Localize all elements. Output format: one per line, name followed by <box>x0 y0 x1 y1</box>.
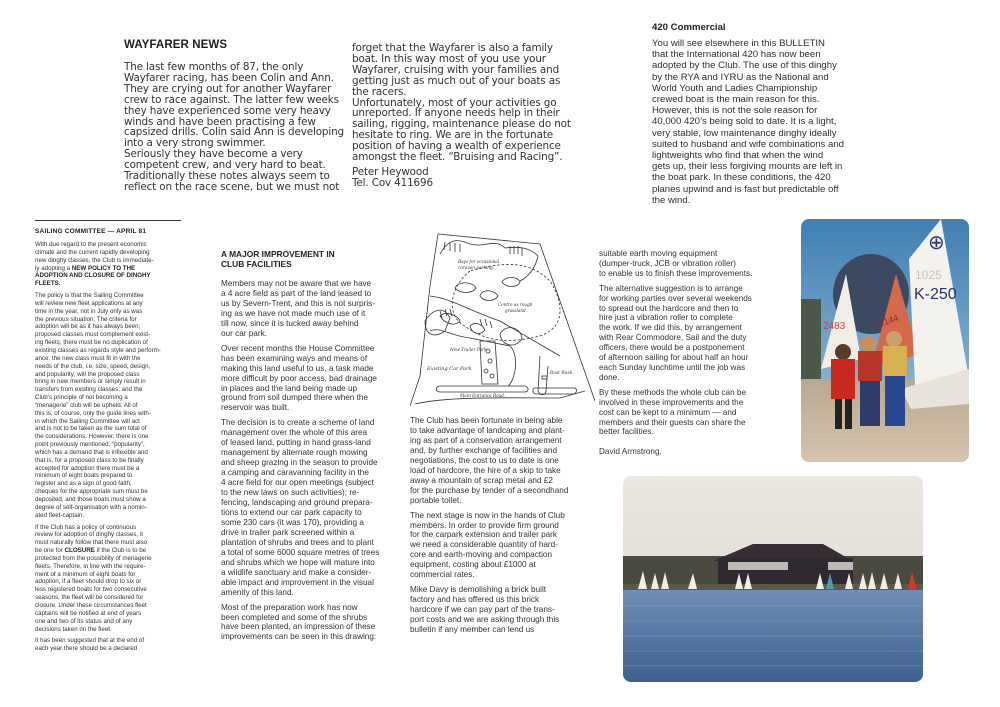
text-line: captains will be notified at end of years <box>35 609 142 617</box>
text-line: position of having a wealth of experience <box>352 140 561 153</box>
text-line: bulletin if any member can lend us <box>410 625 535 635</box>
text-line: amongst the fleet. “Bruising and Racing”. <box>352 151 563 164</box>
photo-children-image <box>801 219 969 462</box>
text-line: review for adoption of dinghy classes, it <box>35 531 143 539</box>
text-line: a total of some 6000 square metres of trees <box>221 547 380 557</box>
paragraph <box>35 292 187 519</box>
text-line: adoption, if a fleet should drop to six or <box>35 578 142 586</box>
text-line: hesitate to ring. We are in the fortunate <box>352 129 553 142</box>
text-line: cheques for the appropriate sum must be <box>35 488 148 496</box>
text-line: competent crew, and very hard to beat. <box>124 159 326 172</box>
site-plan-sketch <box>410 226 595 406</box>
text-line: that is, for a proposed class to be finally <box>35 456 144 464</box>
text-line: drive in trailer park screened within a <box>221 527 355 537</box>
photo-children-with-dinghies <box>801 219 969 462</box>
text-line: cost can be kept to a minimum — and <box>599 407 737 417</box>
text-line: They are crying out for another Wayfarer <box>124 82 332 95</box>
text-line: involved in these improvements and the <box>599 397 744 407</box>
text-line: the considerations. However, there is one <box>35 433 149 441</box>
text-line: ated fleet-captain. <box>35 511 85 519</box>
text-line: Over recent months the House Committee <box>221 343 375 353</box>
text-line: The decision is to create a scheme of land <box>221 418 375 428</box>
text-line: been completed and some of the shrubs <box>221 612 368 622</box>
wayfarer-news-column-1 <box>124 62 354 193</box>
drawing-label-boat-wash: Boat Wash. <box>550 370 574 375</box>
club-facilities-right-column <box>599 249 799 457</box>
text-line: in places and the land being made up <box>221 383 358 393</box>
text-line: accepted for adoption there must be a <box>35 464 140 472</box>
text-line: and is not to be taken as the sum total of <box>35 425 147 433</box>
club-facilities-title <box>221 249 335 269</box>
signature-name: Peter Heywood <box>352 165 429 178</box>
policy-heading: NEW POLICY TO THE <box>71 264 136 272</box>
paragraph <box>35 241 187 288</box>
text-line: ment of a minimum of eight boats for <box>35 570 136 578</box>
text-line: if the Club is to be <box>94 547 147 555</box>
paragraph <box>221 344 409 414</box>
text-line: this is, of course, only the guide lines with- <box>35 409 151 417</box>
text-line: they have experienced some very heavy <box>124 104 331 117</box>
policy-heading: ADOPTION AND CLOSURE OF DINGHY <box>35 272 151 280</box>
text-line: World Youth and Ladies Championship <box>652 82 818 94</box>
text-line: Seriously they have become a very <box>124 148 303 161</box>
site-plan-drawing <box>410 226 595 406</box>
text-line: has been examining ways and means of <box>221 353 368 363</box>
text-line: winds and have been practising a few <box>124 115 316 128</box>
photo-clubhouse-reservoir <box>623 476 923 682</box>
text-line: the boat park. In these conditions, the 420 <box>652 172 831 184</box>
text-line: for the carpark extension and trailer park <box>410 530 557 540</box>
text-line: a camping and caravanning facility in the <box>221 468 369 478</box>
sailing-committee-body <box>35 241 187 653</box>
text-line: better facilities. <box>599 427 654 437</box>
text-line: bring in new members or simply result in <box>35 378 146 386</box>
text-line: ing as we have not made much use of it <box>221 308 366 318</box>
text-line: fencing, landscaping and ground prepara- <box>221 498 373 508</box>
text-line: decisions taken on the fleet. <box>35 625 112 633</box>
text-line: tions to extend our car park capacity to <box>221 507 362 517</box>
text-line: by the RYA and IYRU as the National and <box>652 71 829 83</box>
paragraph <box>221 603 409 643</box>
text-line: If the Club has a policy of continuous <box>35 523 137 531</box>
text-line: less registered boats for two consecutive <box>35 586 147 594</box>
text-line: deposited, and those boats must show a <box>35 496 146 503</box>
text-line: to spread out the hardcore and then to <box>599 303 739 313</box>
text-line: some 230 cars (it was 170), providing a <box>221 517 364 527</box>
text-line: load of hardcore, the hire of a skip to take <box>410 465 561 475</box>
text-line: closure. Under these circumstances fleet <box>35 601 147 609</box>
text-line: the racers. <box>352 85 407 98</box>
text-line: adoption will be as it has always been; <box>35 323 141 331</box>
author-signature: David Armstrong. <box>599 447 662 457</box>
text-line: minimum of eight boats prepared to <box>35 472 133 480</box>
text-line: which has a demand that is inflexible and <box>35 448 148 456</box>
text-line: reservoir was built. <box>221 403 290 413</box>
commercial-420-title: 420 Commercial <box>652 22 726 33</box>
text-line: and popularity; will the proposed class <box>35 370 140 378</box>
text-line: However, this is not the sole reason for <box>652 105 818 117</box>
text-line: each year there should be a declared <box>35 645 138 653</box>
text-line: commercial rates. <box>410 570 475 580</box>
signature-tel: Tel. Cov 411696 <box>352 176 433 189</box>
paragraph <box>599 388 799 438</box>
text-line: hire just a vibration roller to complete <box>599 313 733 323</box>
text-line: The next stage is now in the hands of Club <box>410 510 565 520</box>
text-line: core and earth-moving and compaction <box>410 550 552 560</box>
text-line: our car park. <box>221 328 267 338</box>
text-line: be one for <box>35 547 65 555</box>
text-line: to take advantage of landcaping and plant- <box>410 425 565 435</box>
text-line: equipment, costing about £1000 at <box>410 560 536 570</box>
drawing-label-trailer-park: New Trailer Park. <box>450 347 488 352</box>
text-line: and sheep grazing in the season to provide <box>221 458 378 468</box>
drawing-label-road: Main Entrance Road. <box>460 393 506 398</box>
drawing-label-centre: Centre as rough <box>498 302 533 307</box>
text-line: suited to husband and wife combinations and <box>652 138 845 150</box>
text-line: the previous situation; The criteria for <box>35 315 137 323</box>
text-line: fleets. Therefore, in line with the require- <box>35 562 146 570</box>
text-line: negotiations, the cost to us to date is one <box>410 455 559 465</box>
text-line: management over the whole of this area <box>221 428 368 438</box>
title-line: CLUB FACILITIES <box>221 259 292 270</box>
text-line: that the International 420 has now been <box>652 49 821 61</box>
text-line: suitable earth moving equipment <box>599 249 718 258</box>
text-line: will review new fleet applications at any <box>35 299 143 307</box>
text-line: one and two of its status and of any <box>35 617 133 625</box>
text-line: 40,000 420’s being sold to date. It is a light, <box>652 116 837 128</box>
text-line: ance; the new class must fit in with the <box>35 354 141 362</box>
text-line: Mike Davy is demolishing a brick built <box>410 585 547 595</box>
text-line: adopted by the Club. The use of this dinghy <box>652 60 837 72</box>
text-line: capsized drills. Colin said Ann is developing <box>124 126 344 139</box>
paragraph <box>221 279 409 339</box>
text-line: unreported. If anyone needs help in their <box>352 107 560 120</box>
text-line: we need a considerable quantity of hard- <box>410 540 558 550</box>
text-line: portable toilet. <box>410 495 462 505</box>
commercial-420-body <box>652 38 897 206</box>
sail-number-label: K-250 <box>914 286 957 303</box>
text-line: gets up, their less forgiving mounts are left in <box>652 161 843 173</box>
section-divider <box>35 220 181 221</box>
text-line: new dinghy classes, the Club is immediate- <box>35 256 154 264</box>
text-line: register and as a sign of good faith, <box>35 480 132 488</box>
text-line: Members may not be aware that we have <box>221 279 372 288</box>
text-line: “menagerie” club will be upheld. All of <box>35 401 138 409</box>
text-line: point previously mentioned, “popularity”, <box>35 441 145 449</box>
text-line: into a very strong swimmer. <box>124 137 266 150</box>
text-line: port costs and we are asking through this <box>410 615 560 625</box>
text-line: and, by further exchange of facilities and <box>410 445 558 455</box>
text-line: members. In order to provide firm ground <box>410 520 559 530</box>
text-line: The last few months of 87, the only <box>124 61 304 73</box>
text-line: reflect on the race scene, but we must not <box>124 180 340 193</box>
text-line: crewed boat is the main reason for this. <box>652 94 820 106</box>
text-line: plantation of shrubs and trees and to plant <box>221 537 374 547</box>
sailing-committee-title: SAILING COMMITTEE — APRIL 81 <box>35 228 147 235</box>
text-line: Unfortunately, most of your activities go <box>352 96 557 109</box>
text-line: improvements can be seen in this drawing: <box>221 632 377 642</box>
paragraph <box>35 524 187 634</box>
text-line: a 4 acre field as part of the land leased to <box>221 288 372 298</box>
policy-heading: FLEETS. <box>35 280 61 288</box>
text-line: With due regard to the present economic <box>35 241 147 248</box>
photo-clubhouse-image <box>623 476 923 682</box>
text-line: management by alternate rough mowing <box>221 448 368 458</box>
text-line: very stable, low maintenance dinghy ideally <box>652 127 837 139</box>
text-line: in which the Sailing Committee will act <box>35 417 140 425</box>
text-line: factory and has offered us this brick <box>410 595 540 605</box>
text-line: boat. In this way most of you use your <box>352 52 546 65</box>
closure-keyword: CLOSURE <box>64 547 95 555</box>
text-line: and shrubs which we hope will mature into <box>221 557 375 567</box>
text-line: done. <box>599 372 620 382</box>
text-line: needs of the club, i.e. size, speed, design, <box>35 362 151 370</box>
text-line: lightweights who find that when the wind <box>652 150 824 162</box>
class-insignia-icon: ⊕ <box>928 232 945 254</box>
text-line: a wildlife sanctuary and make a consider- <box>221 567 372 577</box>
text-line: Traditionally these notes always seem to <box>124 170 330 183</box>
text-line: ing fleets; there must be no duplication of <box>35 339 148 347</box>
text-line: the wind. <box>652 194 691 206</box>
drawing-label-bays: caravan parking. <box>458 265 494 270</box>
text-line: It has been suggested that at the end of <box>35 637 145 645</box>
text-line: hardcore if we can pay part of the trans- <box>410 605 555 615</box>
text-line: seasons, the fleet will be considered for <box>35 594 144 602</box>
text-line: for working parties over several weekends <box>599 293 752 303</box>
text-line: able impact and improvement in the visual <box>221 577 374 587</box>
text-line: The policy is that the Sailing Committee <box>35 292 144 300</box>
text-line: members and their guests can share the <box>599 417 746 427</box>
text-line: planes upwind and is fast but predictable off <box>652 183 839 195</box>
text-line: with Rear Commodore, Sail and the duty <box>599 333 747 343</box>
drawing-label-centre: grassland. <box>505 308 528 313</box>
text-line: By these methods the whole club can be <box>599 387 747 397</box>
paragraph <box>599 284 799 383</box>
sail-number-label: 2483 <box>823 321 846 332</box>
text-line: Wayfarer racing, has been Colin and Ann. <box>124 71 334 84</box>
text-line: must naturally follow that there must also <box>35 539 148 547</box>
club-facilities-body <box>221 279 409 642</box>
text-line: crew to race against. The latter few weeks <box>124 93 339 106</box>
text-line: Wayfarer, cruising with your families and <box>352 63 560 76</box>
text-line: have been planted, an impression of these <box>221 622 376 632</box>
text-line: the work. If we did this, by arrangement <box>599 323 742 333</box>
drawing-label-car-park: Existing Car Park <box>427 366 472 372</box>
sail-number-label: 1025 <box>915 268 942 282</box>
text-line: of afternoon sailing for about half an hour <box>599 353 749 363</box>
text-line: till now, since it is tucked away behind <box>221 318 359 328</box>
text-line: (dumper-truck, JCB or vibration roller) <box>599 258 736 268</box>
text-line: for the purchase by tender of a secondhand <box>410 485 569 495</box>
club-facilities-continued <box>410 416 602 635</box>
paragraph <box>410 511 602 581</box>
paragraph <box>410 585 602 635</box>
text-line: amenity of this land. <box>221 587 294 597</box>
text-line: to the new laws on such activities); re- <box>221 488 360 498</box>
paragraph <box>599 249 799 279</box>
text-line: sailing, rigging, maintenance please do not <box>352 118 571 131</box>
text-line: each Sunday lunchtime until the job was <box>599 362 746 372</box>
wayfarer-news-title: WAYFARER NEWS <box>124 39 228 51</box>
text-line: 4 acre field for our open meetings (subject <box>221 478 374 488</box>
text-line: The alternative suggestion is to arrange <box>599 283 743 293</box>
text-line: proposed classes must complement exist- <box>35 331 151 339</box>
text-line: existing classes as regards style and perform- <box>35 346 161 354</box>
text-line: more difficult by poor access, bad drainage <box>221 373 377 383</box>
text-line: degree of self-organisation with a nomin- <box>35 503 147 511</box>
text-line: officers, there would be a postponement <box>599 343 745 353</box>
paragraph <box>410 416 602 506</box>
text-line: away a mountain of scrap metal and £2 <box>410 475 553 485</box>
text-line: getting just as much out of your boats as <box>352 74 561 87</box>
title-line: A MAJOR IMPROVEMENT IN <box>221 249 335 259</box>
text-line: The Club has been fortunate in being able <box>410 416 563 425</box>
text-line: us by Severn-Trent, and this is not surpris- <box>221 298 375 308</box>
text-line: climate and the current rapidly developing <box>35 248 150 256</box>
text-line: ly adopting a <box>35 264 72 272</box>
text-line: Club’s principle of not becoming a <box>35 394 128 402</box>
text-line: transfers from existing classes; and the <box>35 386 143 394</box>
sail-number-label: K144 <box>876 312 900 329</box>
text-line: ground from soil dumped there when the <box>221 393 369 403</box>
text-line: making this land useful to us, a task made <box>221 363 374 373</box>
text-line: to enable us to finish these improvements. <box>599 268 753 278</box>
paragraph <box>35 637 187 653</box>
text-line: protected from the possibility of menagerie <box>35 554 152 562</box>
text-line: of leased land, putting in hand grass-land <box>221 438 371 448</box>
wayfarer-news-column-2 <box>352 43 592 189</box>
drawing-label-bays: Bays for occasional <box>458 259 500 264</box>
paragraph <box>221 418 409 597</box>
text-line: forget that the Wayfarer is also a family <box>352 42 553 54</box>
text-line: You will see elsewhere in this BULLETIN <box>652 38 825 49</box>
text-line: ing as part of a conservation arrangement <box>410 435 562 445</box>
text-line: Most of the preparation work has now <box>221 602 358 612</box>
text-line: time in the year, not in July only as was <box>35 307 143 315</box>
